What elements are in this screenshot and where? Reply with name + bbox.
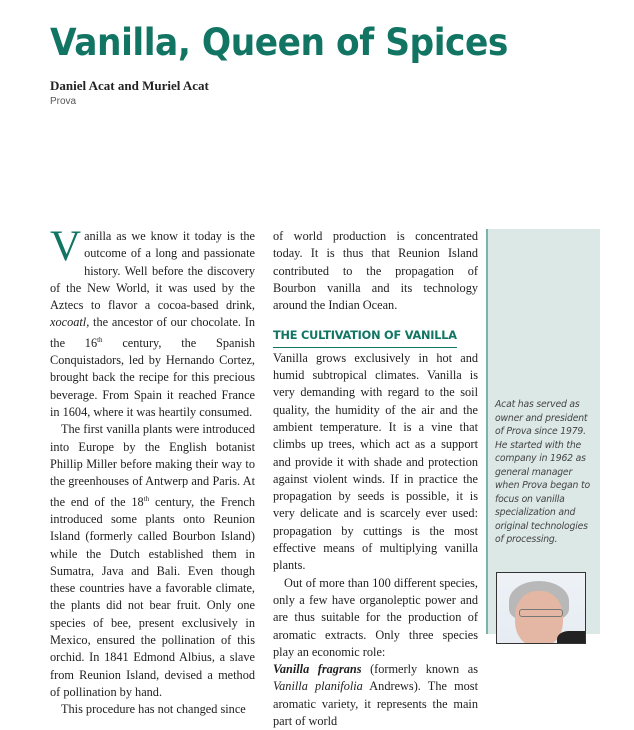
section-heading: THE CULTIVATION OF VANILLA	[273, 327, 457, 347]
paragraph: Out of more than 100 different species, only a few have organoleptic power and are thus suitable for the production of aromatic extracts. Only three species play an economic role:	[273, 575, 478, 659]
authors: Daniel Acat and Muriel Acat	[50, 78, 209, 93]
author-bio: Acat has served as owner and president of Prova since 1979. He started with the company in 1962 as general manager when Prova began to focus on vanilla specialization and original technologies of processing.	[495, 399, 590, 545]
paragraph: The first vanilla plants were introduced into Europe by the English botanist Phillip Miller before making their way to the greenhouses of Antwerp and Paris. At the end of the 18th century, the French introduced some plants onto Reunion Island (formerly called Bourbon Island) while the Dutch established them in Sumatra, Java and Bali. Even though these countries have a favorable climate, the plants did not bear fruit. Only one species of bee, present exclusively in Mexico, ensured the pollination of this orchid. In 1841 Edmond Albius, a slave from Reunion Island, devised a method of pollination by hand.	[50, 422, 255, 699]
text-column-2	[273, 228, 478, 730]
paragraph: Vanilla fragrans (formerly known as Vanilla planifolia Andrews). The most aromatic variety, it represents the main part of world	[273, 662, 478, 729]
affiliation: Prova	[50, 96, 77, 107]
paragraph: Vanilla grows exclusively in hot and humid subtropical climates. Vanilla is very demanding with regard to the soil quality, the humidity of the air and the ambient temperature. It is a vine that climbs up trees, which act as a support and provide it with shade and protection against violent winds. If in practice the propagation by seeds is possible, it is very delicate and is scarcely ever used: propagation by cuttings is the most effective means of multiplying vanilla plants.	[273, 350, 478, 573]
paragraph: Vanilla as we know it today is the outcome of a long and passionate history. Well before the discovery of the New World, it was used by the Aztecs to flavor a cocoa-based drink, xocoatl, the ancestor of our chocolate. In the 16th century, the Spanish Conquistadors, led by Hernando Cortez, brought back the recipe for this precious beverage. From Spain it reached France in 1604, where it was heartily consumed.	[50, 223, 255, 420]
paragraph: This procedure has not changed since	[61, 702, 246, 717]
text-column-1	[50, 223, 255, 719]
photo-glasses	[519, 609, 563, 617]
photo-shirt	[557, 631, 586, 644]
author-photo	[496, 572, 586, 644]
article-title: Vanilla, Queen of Spices	[50, 21, 508, 64]
author-sidebar	[486, 229, 600, 634]
photo-face	[515, 591, 563, 644]
paragraph: of world production is concentrated today. It is thus that Reunion Island contributed to the propagation of Bourbon vanilla and its technology around the Indian Ocean.	[273, 229, 478, 313]
drop-cap: V	[50, 223, 82, 270]
